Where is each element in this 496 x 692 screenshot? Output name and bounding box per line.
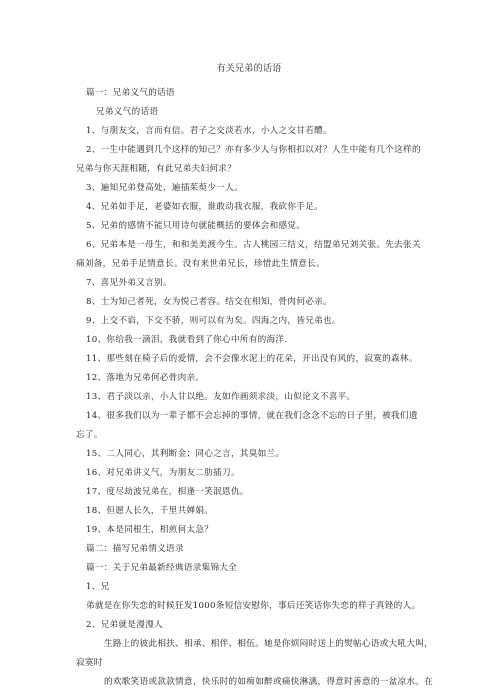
text-line: 18、但愿人长久，千里共婵娟。 bbox=[86, 506, 214, 516]
text-line: 12、落地为兄弟何必骨肉亲。 bbox=[86, 373, 205, 383]
text-line: 17、度尽劫波兄弟在，相逢一笑泯恩仇。 bbox=[86, 487, 249, 497]
text-line: 19、本是同根生，相煎何太急？ bbox=[86, 525, 214, 535]
text-line: 11、那些刻在椅子后的爱情，会不会像水泥上的花朵，开出没有风的，寂寞的森林。 bbox=[86, 354, 418, 364]
text-line: 13、君子淡以亲，小人甘以绝。友如作画须求淡，山似论文不喜平。 bbox=[86, 392, 356, 402]
text-line: 篇二：描写兄弟情义语录 bbox=[86, 544, 184, 554]
text-line: 6、兄弟本是一母生，和和美美渡今生。古人桃园三结义，结盟弟兄刘关张。先去张关 bbox=[86, 240, 421, 250]
text-line: 5、兄弟的感情不能只用诗句就能概括的要体会和感觉。 bbox=[86, 221, 306, 231]
text-line: 忘了。 bbox=[76, 430, 103, 440]
text-line: 7、喜见外弟又言别。 bbox=[86, 278, 172, 288]
text-line: 16、对兄弟讲义气，为朋友二肋插刀。 bbox=[86, 468, 240, 478]
document-body bbox=[76, 84, 438, 692]
text-line: 寂寞时 bbox=[76, 658, 103, 668]
text-line: 弟就是在你失恋的时候狂发1000条短信安慰你，事后还笑话你失恋的样子真锉的人。 bbox=[86, 601, 421, 611]
text-line: 10、你给我一滴泪，我就看到了你心中所有的海洋. bbox=[86, 335, 288, 345]
text-line: 生路上的彼此相扶、相承、相伴、相伍。她是你烦闷时送上的熨帖心语或大吼大叫， bbox=[104, 639, 434, 649]
text-line: 14、很多我们以为一辈子都不会忘掉的事情，就在我们念念不忘的日子里，被我们遗 bbox=[86, 411, 418, 421]
text-line: 1、兄 bbox=[86, 582, 110, 592]
document-title: 有关兄弟的话语 bbox=[216, 64, 282, 74]
text-line: 8、士为知己者死，女为悦己者容。结交在相知，骨肉何必亲。 bbox=[86, 297, 332, 307]
text-line: 15、二人同心，其利断金；同心之言，其臭如兰。 bbox=[86, 449, 285, 459]
text-line: 2、兄弟就是漫漫人 bbox=[86, 620, 163, 630]
text-line: 痛刘备，兄弟手足情意长。没有来世弟兄长，珍惜此生情意长。 bbox=[76, 259, 326, 269]
text-line: 3、遍知兄弟登高处，遍插茱萸少一人。 bbox=[86, 183, 243, 193]
text-line: 1、与朋友交，言而有信。君子之交淡若水，小人之交甘若醴。 bbox=[86, 126, 332, 136]
text-line: 篇一：关于兄弟最新经典语录集锦大全 bbox=[86, 563, 238, 573]
text-line: 兄弟与你天涯相随，有此兄弟夫妇何求？ bbox=[76, 164, 237, 174]
text-line: 的欢歌笑语或款款情意，快乐时的如痴如醉或痛快淋漓，得意时善意的一盆凉水。在 bbox=[104, 677, 434, 687]
text-line: 2、一生中能遇到几个这样的知己？亦有多少人与你相扣以对？人生中能有几个这样的 bbox=[86, 145, 421, 155]
text-line: 兄弟义气的话语 bbox=[96, 107, 159, 117]
text-line: 4、兄弟如手足，老婆如衣服，谁敢动我衣服，我砍你手足。 bbox=[86, 202, 324, 212]
text-line: 篇一：兄弟义气的话语 bbox=[86, 88, 175, 98]
text-line: 9、上交不谄，下交不骄，则可以有为矣。四海之内，皆兄弟也。 bbox=[86, 316, 341, 326]
